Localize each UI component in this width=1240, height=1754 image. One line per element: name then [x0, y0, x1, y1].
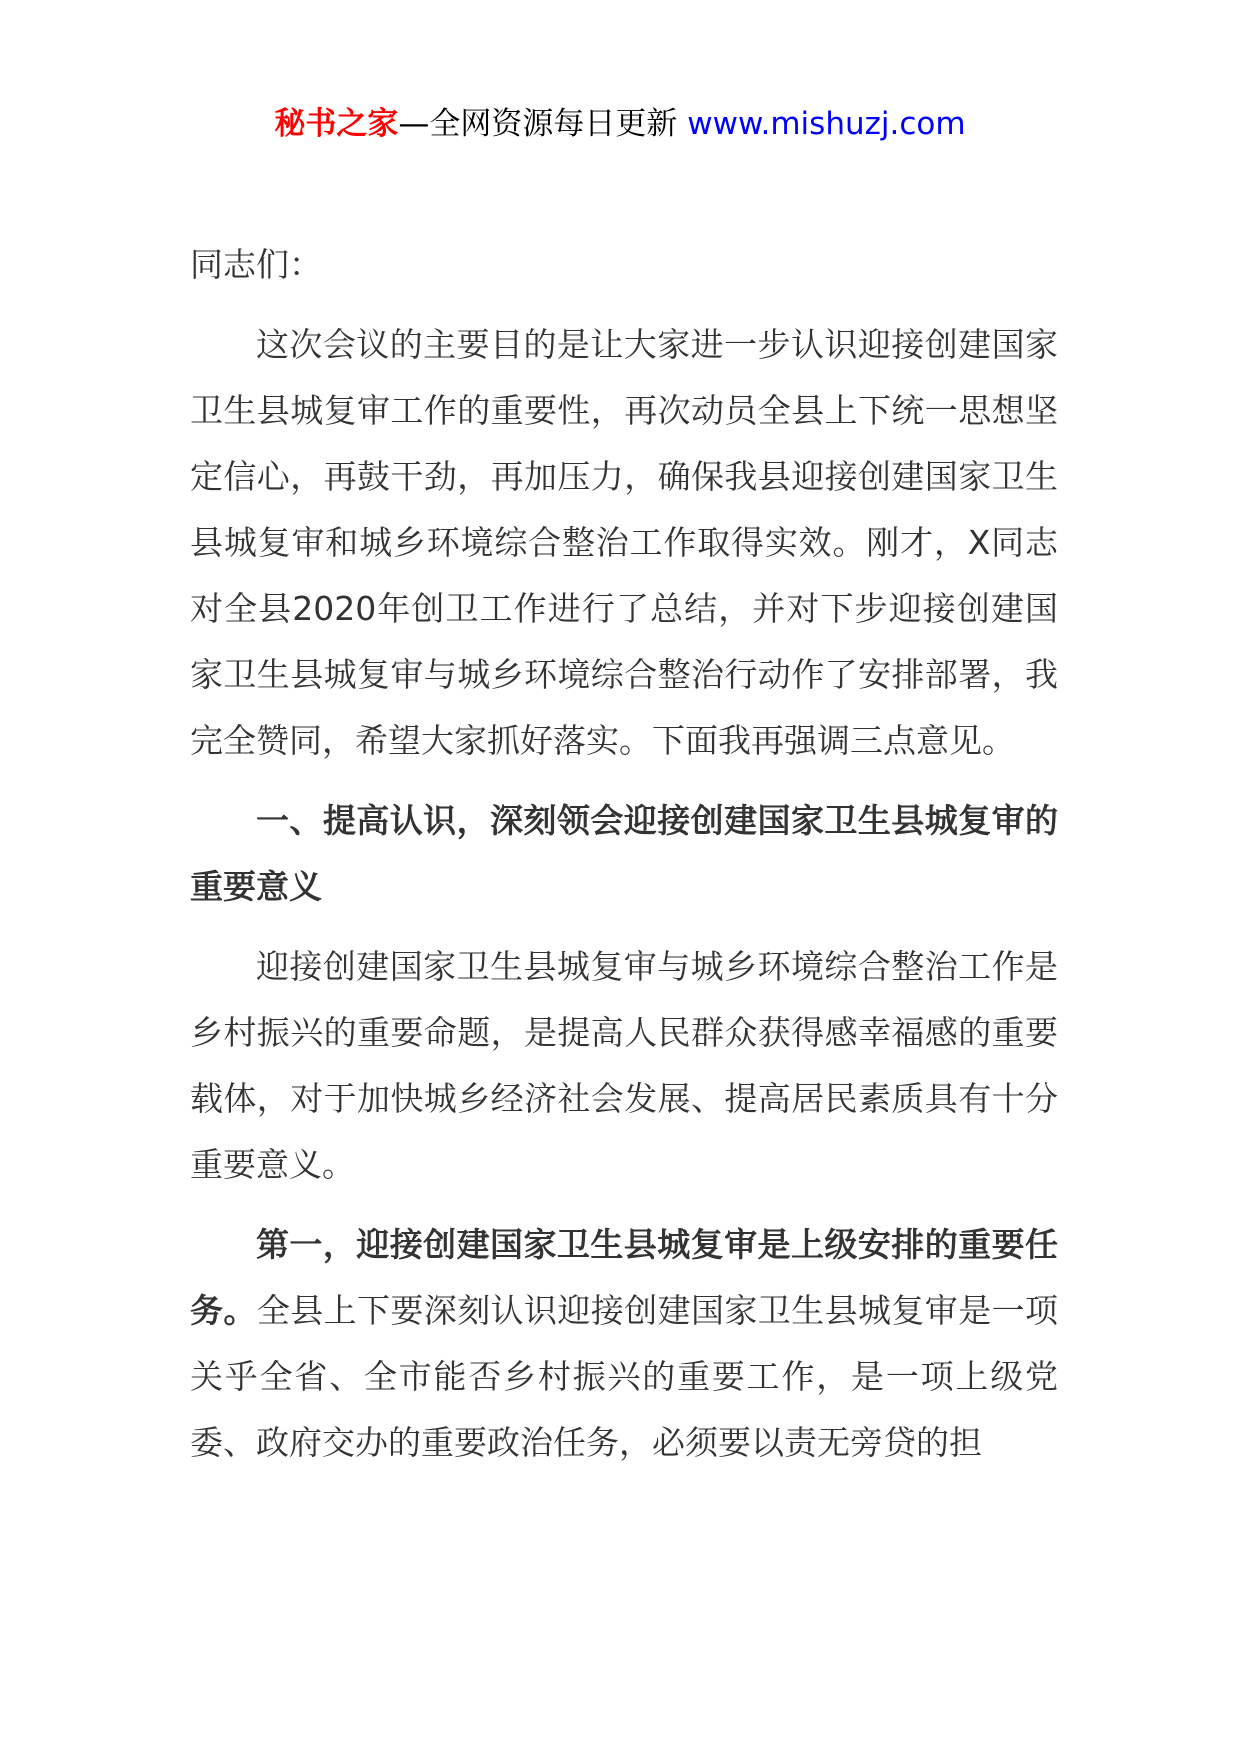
paragraph-intro: 这次会议的主要目的是让大家进一步认识迎接创建国家卫生县城复审工作的重要性，再次动员全县上下统一思想坚定信心，再鼓干劲，再加压力，确保我县迎接创建国家卫生县城复审和城乡环境综合整治工作取得实效。刚才，X同志对全县2020年创卫工作进行了总结，并对下步迎接创建国家卫生县城复审与城乡环境综合整治行动作了安排部署，我完全赞同，希望大家抓好落实。下面我再强调三点意见。: [190, 325, 1058, 760]
header-tagline: —全网资源每日更新: [398, 106, 688, 142]
first-point-lead: 第一，迎接创建国家卫生县城复审是上级安排的重要任务。: [190, 1225, 1058, 1330]
salutation: 同志们：: [190, 245, 322, 284]
section-heading-1: 一、提高认识，深刻领会迎接创建国家卫生县城复审的重要意义: [190, 801, 1058, 906]
first-point-body: 全县上下要深刻认识迎接创建国家卫生县城复审是一项关乎全省、全市能否乡村振兴的重要工作，是一项上级党委、政府交办的重要政治任务，必须要以责无旁贷的担: [190, 1291, 1059, 1462]
paragraph-significance: 迎接创建国家卫生县城复审与城乡环境综合整治工作是乡村振兴的重要命题，是提高人民群众获得感幸福感的重要载体，对于加快城乡经济社会发展、提高居民素质具有十分重要意义。: [190, 947, 1058, 1184]
document-body: [190, 232, 1058, 1490]
site-url[interactable]: www.mishuzj.com: [687, 106, 966, 142]
paragraph-first-point: [190, 1212, 1058, 1476]
page-header: [0, 100, 1240, 148]
brand-name: 秘书之家: [274, 106, 399, 142]
